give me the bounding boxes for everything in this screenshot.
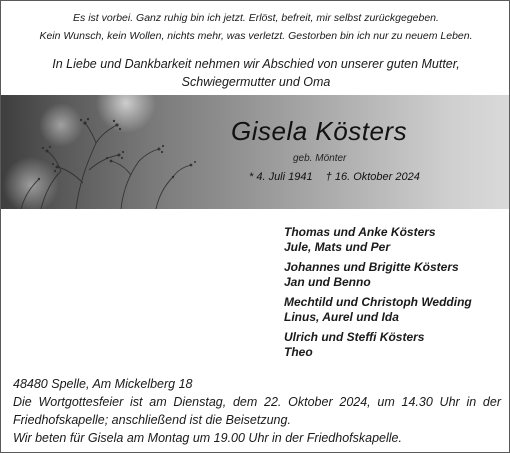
family-children: Jan und Benno xyxy=(284,275,371,289)
family-parents: Johannes und Brigitte Kösters xyxy=(284,260,459,274)
death-date: † 16. Oktober 2024 xyxy=(325,171,420,183)
mourning-address: 48480 Spelle, Am Mickelberg 18 xyxy=(13,377,193,391)
family-parents: Ulrich und Steffi Kösters xyxy=(284,330,425,344)
deceased-name: Gisela Kösters xyxy=(231,116,408,146)
intro-line: In Liebe und Dankbarkeit nehmen wir Abschied von unserer guten Mutter, xyxy=(52,57,460,71)
poem-line: Es ist vorbei. Ganz ruhig bin ich jetzt. Erlöst, befreit, mir selbst zurückgegeben. xyxy=(73,12,439,24)
family-group xyxy=(284,225,472,255)
family-children: Jule, Mats und Per xyxy=(284,240,391,254)
family-group xyxy=(284,295,472,325)
family-children: Theo xyxy=(284,345,313,359)
family-children: Linus, Aurel und Ida xyxy=(284,310,399,324)
poem-verse xyxy=(1,9,510,45)
poem-line: Kein Wunsch, kein Wollen, nichts mehr, was verletzt. Gestorben bin ich nur zu neuem Leben. xyxy=(39,30,473,42)
memorial-photo-banner xyxy=(1,95,510,209)
funeral-service-info: Die Wortgottesfeier ist am Dienstag, dem 22. Oktober 2024, um 14.30 Uhr in der Friedhofskapelle; anschließend ist die Beisetzung. xyxy=(13,395,501,427)
family-parents: Mechtild und Christoph Wedding xyxy=(284,295,472,309)
birth-name: geb. Mönter xyxy=(293,153,347,164)
prayer-info: Wir beten für Gisela am Montag um 19.00 Uhr in der Friedhofskapelle. xyxy=(13,431,402,445)
dried-flower-silhouette-image xyxy=(1,95,510,209)
mourners-list xyxy=(284,225,472,365)
family-group xyxy=(284,260,472,290)
farewell-intro xyxy=(1,55,510,91)
family-parents: Thomas und Anke Kösters xyxy=(284,225,436,239)
birth-date: * 4. Juli 1941 xyxy=(249,171,313,183)
intro-line: Schwiegermutter und Oma xyxy=(181,75,331,89)
life-dates xyxy=(249,171,430,183)
family-group xyxy=(284,330,472,360)
service-details xyxy=(13,375,501,447)
